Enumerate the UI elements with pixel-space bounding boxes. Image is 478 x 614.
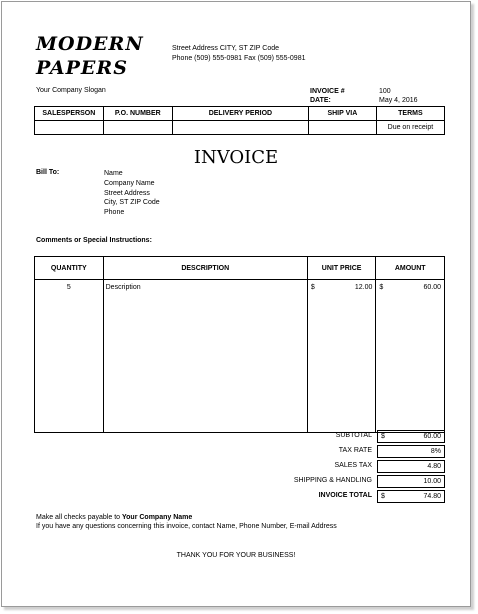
invoice-number: 100 <box>379 88 391 95</box>
col-po-number: P.O. NUMBER <box>103 107 172 121</box>
sales-tax-value: 4.80 <box>377 460 445 473</box>
company-address: Street Address CITY, ST ZIP Code Phone (509) 555-0981 Fax (509) 555-0981 <box>172 45 306 62</box>
salesperson-cell[interactable] <box>35 121 104 135</box>
company-logo: MODERN PAPERS <box>36 33 144 79</box>
table-row <box>35 280 445 433</box>
sales-tax-label: SALES TAX <box>334 462 372 469</box>
item-description[interactable]: Description <box>103 280 307 433</box>
col-delivery-period: DELIVERY PERIOD <box>172 107 308 121</box>
ship-via-cell[interactable] <box>308 121 376 135</box>
page-title: INVOICE <box>193 147 279 168</box>
delivery-period-cell[interactable] <box>172 121 308 135</box>
terms-cell[interactable]: Due on receipt <box>376 121 444 135</box>
bill-to-address: Name Company Name Street Address City, ST ZIP Code Phone <box>104 170 160 217</box>
tax-rate-label: TAX RATE <box>338 447 372 454</box>
col-ship-via: SHIP VIA <box>308 107 376 121</box>
invoice-total-value: $ 74.80 <box>377 490 445 503</box>
subtotal-label: SUBTOTAL <box>335 432 372 439</box>
subtotal-value: $ 60.00 <box>377 430 445 443</box>
col-salesperson: SALESPERSON <box>35 107 104 121</box>
invoice-meta-labels: INVOICE # DATE: <box>310 88 345 104</box>
item-unit-price[interactable]: $ 12.00 <box>307 280 376 433</box>
col-description: DESCRIPTION <box>103 257 307 280</box>
line-items-table <box>34 256 445 433</box>
comments-label: Comments or Special Instructions: <box>36 237 152 244</box>
col-quantity: QUANTITY <box>35 257 104 280</box>
col-amount: AMOUNT <box>376 257 445 280</box>
item-amount[interactable]: $ 60.00 <box>376 280 445 433</box>
thank-you-note: THANK YOU FOR YOUR BUSINESS! <box>176 552 296 559</box>
invoice-page <box>1 1 471 607</box>
col-unit-price: UNIT PRICE <box>307 257 376 280</box>
item-quantity[interactable]: 5 <box>35 280 104 433</box>
questions-note: If you have any questions concerning this invoice, contact Name, Phone Number, E-mail Address <box>36 523 337 530</box>
tax-rate-value[interactable]: 8% <box>377 445 445 458</box>
invoice-meta-values <box>379 87 418 105</box>
checks-payable-note: Make all checks payable to Your Company Name <box>36 514 193 521</box>
po-number-cell[interactable] <box>103 121 172 135</box>
bill-to-label: Bill To: <box>36 169 60 176</box>
col-terms: TERMS <box>376 107 444 121</box>
invoice-date: May 4, 2016 <box>379 97 418 104</box>
order-info-table <box>34 106 445 135</box>
company-slogan: Your Company Slogan <box>36 87 106 94</box>
shipping-value[interactable]: 10.00 <box>377 475 445 488</box>
invoice-total-label: INVOICE TOTAL <box>318 492 372 499</box>
shipping-label: SHIPPING & HANDLING <box>293 477 372 484</box>
